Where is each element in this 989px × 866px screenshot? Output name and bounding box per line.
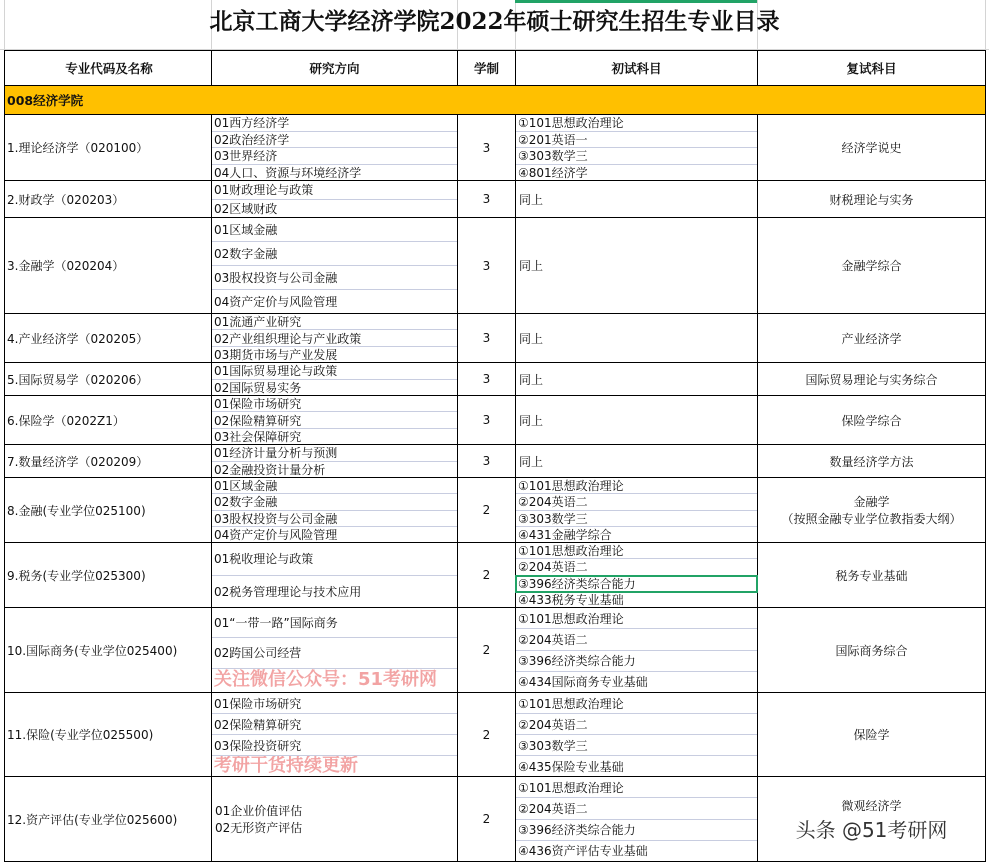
direction-item[interactable]: 01保险市场研究: [212, 693, 457, 714]
major-name[interactable]: 12.资产评估(专业学位025600): [5, 777, 212, 861]
retest-subject: 微观经济学: [841, 798, 902, 813]
major-name[interactable]: 10.国际商务(专业学位025400): [5, 608, 212, 692]
retest-cell[interactable]: [758, 181, 985, 217]
directions-cell: [212, 181, 458, 217]
major-name[interactable]: 2.财政学（020203）: [5, 181, 212, 217]
exam-cell[interactable]: [516, 181, 758, 217]
major-name[interactable]: 9.税务(专业学位025300): [5, 543, 212, 607]
direction-item: 01企业价值评估: [215, 804, 303, 818]
major-name[interactable]: 7.数量经济学（020209）: [5, 445, 212, 477]
direction-item[interactable]: 03期货市场与产业发展: [214, 347, 338, 362]
direction-item[interactable]: 02政治经济学: [212, 132, 457, 149]
direction-item[interactable]: 01税收理论与政策: [212, 543, 457, 576]
major-name[interactable]: 1.理论经济学（020100）: [5, 115, 212, 180]
retest-cell[interactable]: [758, 115, 985, 180]
directions-cell: [212, 543, 458, 607]
direction-item-empty[interactable]: [212, 669, 457, 692]
retest-subject: 产业经济学: [841, 331, 902, 346]
same-as-above: 同上: [519, 331, 544, 346]
exam-item[interactable]: ①101思想政治理论: [516, 608, 757, 629]
retest-cell[interactable]: [758, 396, 985, 444]
retest-cell[interactable]: [758, 777, 985, 861]
direction-item[interactable]: 03社会保障研究: [214, 429, 302, 444]
direction-item[interactable]: 03保险投资研究: [212, 735, 457, 756]
retest-subject: 金融学综合: [841, 259, 902, 273]
watermark-line-1: 关注微信公众号：51考研网: [214, 669, 438, 691]
directions-cell: [212, 608, 458, 692]
same-as-above: 同上: [519, 413, 544, 428]
major-name[interactable]: 3.金融学（020204）: [5, 218, 212, 313]
direction-item[interactable]: 02税务管理理论与技术应用: [214, 584, 362, 599]
retest-subject: 数量经济学方法: [829, 454, 914, 469]
exam-cell: [516, 693, 758, 776]
source-watermark: 头条 @51考研网: [795, 817, 948, 842]
exam-item[interactable]: ②204英语二: [516, 629, 757, 650]
table-row: [5, 218, 985, 314]
exam-cell: [516, 115, 758, 180]
direction-item[interactable]: 01保险市场研究: [212, 396, 457, 412]
table-row: [5, 543, 985, 608]
exam-cell: [516, 777, 758, 861]
direction-item[interactable]: [212, 756, 457, 776]
directions-cell: [212, 693, 458, 776]
exam-cell: [516, 608, 758, 692]
direction-item[interactable]: 02数字金融: [212, 242, 457, 266]
retest-subject: （按照金融专业学位教指委大纲）: [781, 512, 962, 526]
retest-cell[interactable]: [758, 478, 985, 542]
directions-cell: [212, 115, 458, 180]
department-row[interactable]: 008经济学院: [5, 86, 985, 115]
direction-item[interactable]: 02国际贸易实务: [214, 380, 302, 395]
direction-item[interactable]: 04资产定价与风险管理: [214, 527, 338, 542]
header-row: [5, 50, 985, 86]
exam-item[interactable]: ①101思想政治理论: [516, 478, 757, 494]
exam-item[interactable]: ③303数学三: [516, 511, 757, 527]
exam-item[interactable]: ②201英语一: [516, 132, 757, 149]
direction-item[interactable]: 01区域金融: [212, 218, 457, 242]
retest-cell[interactable]: [758, 693, 985, 776]
direction-item[interactable]: 01西方经济学: [212, 115, 457, 132]
exam-item[interactable]: ①101思想政治理论: [516, 777, 757, 798]
exam-item[interactable]: ①101思想政治理论: [516, 115, 757, 132]
direction-item[interactable]: 02保险精算研究: [212, 714, 457, 735]
direction-item[interactable]: 02保险精算研究: [212, 412, 457, 428]
retest-cell[interactable]: [758, 363, 985, 395]
direction-item[interactable]: 04人口、资源与环境经济学: [214, 165, 362, 180]
exam-item[interactable]: ②204英语二: [516, 714, 757, 735]
directions-cell: [212, 396, 458, 444]
catalog-table: [4, 50, 986, 862]
exam-item[interactable]: ④801经济学: [518, 165, 588, 180]
exam-cell[interactable]: [516, 314, 758, 362]
retest-cell[interactable]: [758, 608, 985, 692]
exam-cell[interactable]: [516, 218, 758, 313]
retest-subject: 经济学说史: [841, 141, 902, 155]
exam-cell: [516, 543, 758, 607]
table-row: [5, 115, 985, 181]
retest-subject: 财税理论与实务: [829, 192, 914, 207]
direction-item[interactable]: 02产业组织理论与产业政策: [212, 330, 457, 346]
years-cell[interactable]: 3: [458, 115, 516, 180]
exam-item[interactable]: ③396经济类综合能力: [516, 820, 757, 841]
same-as-above: 同上: [519, 259, 544, 273]
exam-cell[interactable]: [516, 396, 758, 444]
direction-item[interactable]: 01流通产业研究: [212, 314, 457, 330]
watermark-line-2: 考研干货持续更新: [214, 756, 358, 776]
exam-item[interactable]: ③303数学三: [516, 735, 757, 756]
exam-cell: [516, 478, 758, 542]
direction-item[interactable]: 02金融投资计量分析: [214, 462, 326, 477]
exam-item[interactable]: ④431金融学综合: [518, 527, 612, 542]
exam-cell[interactable]: [516, 445, 758, 477]
table-row: [5, 181, 985, 218]
exam-item[interactable]: ②204英语二: [516, 494, 757, 510]
exam-item[interactable]: ④434国际商务专业基础: [518, 675, 648, 690]
exam-cell[interactable]: [516, 363, 758, 395]
direction-item[interactable]: 01国际贸易理论与政策: [212, 363, 457, 380]
retest-cell[interactable]: [758, 218, 985, 313]
retest-subject: 保险学: [853, 728, 890, 742]
direction-item[interactable]: 02区域财政: [214, 201, 278, 216]
exam-item[interactable]: ④433税务专业基础: [518, 592, 624, 607]
years-cell[interactable]: 3: [458, 445, 516, 477]
table-row: [5, 608, 985, 693]
direction-item: 02无形资产评估: [215, 821, 303, 835]
directions-cell: [212, 218, 458, 313]
direction-item[interactable]: 01财政理论与政策: [212, 181, 457, 200]
exam-item[interactable]: ①101思想政治理论: [516, 543, 757, 559]
table-row: [5, 363, 985, 396]
header-years[interactable]: 学制: [458, 51, 516, 85]
direction-item[interactable]: 03世界经济: [212, 148, 457, 165]
exam-item[interactable]: ④435保险专业基础: [518, 759, 624, 774]
header-exam[interactable]: 初试科目: [516, 51, 758, 85]
years-cell[interactable]: 2: [458, 543, 516, 607]
direction-item[interactable]: 01经济计量分析与预测: [212, 445, 457, 462]
table-row: [5, 777, 985, 862]
table-row: [5, 314, 985, 363]
directions-cell: [212, 363, 458, 395]
retest-subject: 税务专业基础: [835, 568, 908, 583]
retest-cell[interactable]: [758, 314, 985, 362]
retest-subject: 金融学: [853, 495, 890, 509]
years-cell[interactable]: 2: [458, 777, 516, 861]
table-row: [5, 396, 985, 445]
retest-cell[interactable]: [758, 543, 985, 607]
exam-item[interactable]: ②204英语二: [516, 559, 757, 575]
years-cell[interactable]: 2: [458, 608, 516, 692]
major-name[interactable]: 11.保险(专业学位025500): [5, 693, 212, 776]
directions-cell: [212, 445, 458, 477]
selected-cell[interactable]: ③396经济类综合能力: [516, 576, 757, 592]
retest-subject: 国际商务综合: [835, 643, 908, 658]
directions-cell: [212, 314, 458, 362]
directions-cell[interactable]: [212, 777, 458, 861]
direction-item[interactable]: 01“一带一路”国际商务: [212, 608, 457, 638]
exam-item[interactable]: ③396经济类综合能力: [516, 651, 757, 672]
years-cell[interactable]: 3: [458, 181, 516, 217]
same-as-above: 同上: [519, 192, 544, 207]
years-cell[interactable]: 3: [458, 218, 516, 313]
directions-cell: [212, 478, 458, 542]
years-cell[interactable]: 2: [458, 693, 516, 776]
exam-item[interactable]: ④436资产评估专业基础: [518, 844, 648, 859]
major-name[interactable]: 4.产业经济学（020205）: [5, 314, 212, 362]
direction-item[interactable]: 03股权投资与公司金融: [212, 511, 457, 527]
years-cell[interactable]: 3: [458, 363, 516, 395]
table-row: [5, 445, 985, 478]
years-cell[interactable]: 3: [458, 314, 516, 362]
page-title: 北京工商大学经济学院2022年硕士研究生招生专业目录: [209, 8, 780, 35]
major-name[interactable]: 5.国际贸易学（020206）: [5, 363, 212, 395]
direction-item[interactable]: 01区域金融: [212, 478, 457, 494]
table-row: [5, 693, 985, 777]
exam-item[interactable]: ①101思想政治理论: [516, 693, 757, 714]
exam-item[interactable]: ③303数学三: [516, 148, 757, 165]
retest-subject: 保险学综合: [841, 413, 902, 428]
major-name[interactable]: 6.保险学（0202Z1）: [5, 396, 212, 444]
header-retest[interactable]: 复试科目: [846, 61, 897, 76]
retest-subject: 国际贸易理论与实务综合: [805, 372, 938, 387]
major-name[interactable]: 8.金融(专业学位025100): [5, 478, 212, 542]
direction-item[interactable]: 02数字金融: [212, 494, 457, 510]
years-cell[interactable]: 3: [458, 396, 516, 444]
direction-item[interactable]: 03股权投资与公司金融: [212, 266, 457, 290]
same-as-above: 同上: [519, 454, 544, 469]
header-direction[interactable]: 研究方向: [212, 51, 458, 85]
table-row: [5, 478, 985, 543]
exam-item[interactable]: ②204英语二: [516, 798, 757, 819]
direction-item[interactable]: 04资产定价与风险管理: [214, 295, 338, 309]
same-as-above: 同上: [519, 372, 544, 387]
direction-item[interactable]: 02跨国公司经营: [212, 638, 457, 668]
years-cell[interactable]: 2: [458, 478, 516, 542]
header-major[interactable]: 专业代码及名称: [5, 51, 212, 85]
retest-cell[interactable]: [758, 445, 985, 477]
